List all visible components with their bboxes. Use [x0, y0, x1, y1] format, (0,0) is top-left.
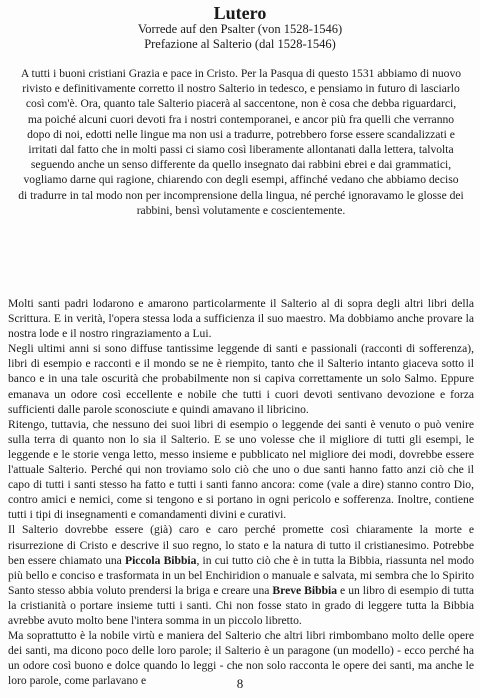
- breve-bibbia-term: Breve Bibbia: [272, 583, 338, 597]
- page-title: Lutero: [213, 3, 267, 23]
- paragraph-4: [8, 522, 474, 628]
- paragraph-4-text-c: e un libro di esempio di tutta la cristianità o portare insieme tutti i santi. Chi non fosse stato in grado di leggere tutta la Bibbia avrebbe avuto molto bene l'intera somma in un piccolo libretto.: [8, 583, 474, 627]
- page-number: 8: [236, 676, 244, 691]
- paragraph-3: Ritengo, tuttavia, che nessuno dei suoi libri di esempio o leggende dei santi è venuto o può venire sulla terra di quanto non lo sia il Salterio. E se uno volesse che il migliore di tutti gli esempi, le leggende e le storie venga letto, messo insieme e pubblicato nel migliore dei modi, dovrebbe essere l'attuale Salterio. Perché qui non troviamo solo ciò che uno o due santi hanno fatto anzi ciò che il capo di tutti i santi stesso ha fatto e tutti i santi fanno ancora: come (vale a dire) stanno contro Dio, contro amici e nemici, come si tengono e si portano in ogni pericolo e sofferenza. Inoltre, contiene tutti i tipi di insegnamenti e comandamenti divini e curativi.: [8, 417, 474, 522]
- intro-paragraph: A tutti i buoni cristiani Grazia e pace in Cristo. Per la Pasqua di questo 1531 abbiamo di nuovo rivisto e definitivamente corretto il nostro Salterio in tedesco, e pensiamo in futuro di lasciarlo così com'è. Ora, quanto tale Salterio piacerà al saccentone, non è cosa che debba riguardarci, ma poiché alcuni cuori devoti fra i nostri contemporanei, e ancor più fra quelli che verranno dopo di noi, edotti nelle lingue ma non usi a tradurre, potrebbero forse essere scandalizzati e irritati dal fatto che in molti passi ci siamo così liberamente allontanati dalla lettera, talvolta seguendo anche un senso differente da quello insegnato dai rabbini ebrei e dai grammatici, vogliamo darne qui ragione, chiarendo con degli esempi, affinché vedano che abbiamo deciso di tradurre in tal modo non per incomprensione della lingua, né perché ignoravamo le glosse dei rabbini, bensì volutamente e coscientemente.: [18, 67, 464, 217]
- body-text: [8, 296, 474, 688]
- paragraph-4-text-b: , in cui tutto ciò che è in tutta la Bibbia, riassunta nel modo più bello e conciso e trasformata in un bel Enchiridion o manuale e salvata, mi sembra che lo Spirito Santo stesso abbia voluto prendersi la briga e creare una: [8, 553, 474, 597]
- subtitle-italian: Prefazione al Salterio (dal 1528-1546): [144, 37, 336, 51]
- paragraph-1: Molti santi padri lodarono e amarono particolarmente il Salterio al di sopra degli altri libri della Scrittura. E in verità, l'opera stessa loda a sufficienza il suo maestro. Ma dobbiamo anche provare la nostra lode e il nostro ringraziamento a Lui.: [8, 297, 474, 341]
- paragraph-5: Ma soprattutto è la nobile virtù e maniera del Salterio che altri libri rimbombano molto delle opere dei santi, ma dicono poco delle loro parole; il Salterio è un paragone (un modello) - ecco perché ha un odore così buono e dolce quando lo leggi - che non solo racconta le opere dei santi, ma anche le loro parole, come parlavano e: [8, 629, 474, 688]
- paragraph-2: Negli ultimi anni si sono diffuse tantissime leggende di santi e passionali (racconti di sofferenza), libri di esempio e racconti e il mondo se ne è riempito, tanto che il Salterio intanto giaceva sotto il banco e in una tale oscurità che probabilmente non si capiva correttamente un solo Salmo. Eppure emanava un odore così eccellente e nobile che tutti i cuori devoti sentivano devozione e forza sufficienti dalle parole sconosciute e quindi amavano il libricino.: [8, 342, 474, 416]
- paragraph-4-text-a: Il Salterio dovrebbe essere (già) caro e caro perché promette così chiaramente la morte e risurrezione di Cristo e descrive il suo regno, lo stato e la natura di tutto il cristianesimo. Potrebbe ben essere chiamato una: [8, 523, 474, 567]
- subtitle-german: Vorrede auf den Psalter (von 1528-1546): [137, 22, 343, 36]
- piccola-bibbia-term: Piccola Bibbia: [124, 553, 197, 567]
